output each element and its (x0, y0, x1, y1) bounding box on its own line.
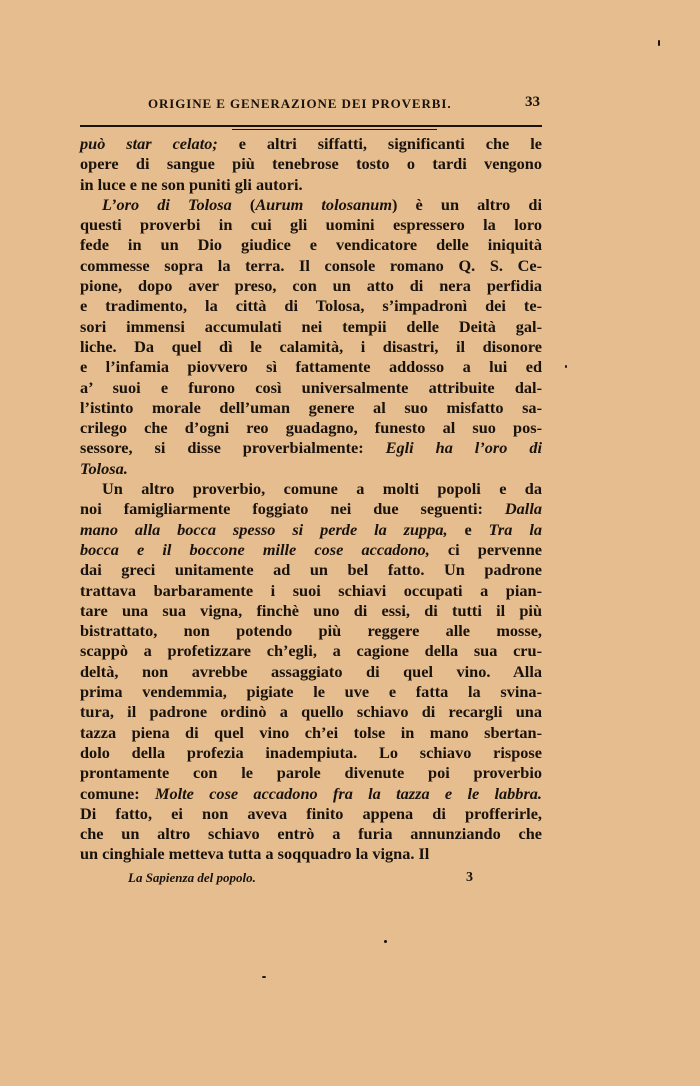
text-span: tazza piena di quel vino ch’ei tolse in mano sbertan- (80, 722, 542, 742)
text-line (80, 296, 542, 316)
paper-speck (262, 976, 266, 978)
text-span: comune: (80, 783, 155, 803)
text-span: trattava barbaramente i suoi schiavi occupati a pian- (80, 580, 542, 600)
text-span: pione, dopo aver preso, con un atto di nera perfidia (80, 276, 542, 296)
text-span: noi famigliarmente foggiato nei due seguenti: (80, 499, 505, 519)
text-span: sessore, si disse proverbialmente: (80, 438, 386, 458)
paragraph (80, 479, 542, 865)
text-span: e altri siffatti, significanti che le (217, 134, 542, 153)
text-span: scappò a profetizzare ch’egli, a cagione della sua cru- (80, 641, 542, 661)
paragraph (80, 195, 542, 479)
text-line (80, 682, 542, 702)
text-span: in luce e ne son puniti gli autori. (80, 174, 303, 194)
text-line (80, 824, 542, 844)
text-line (80, 804, 542, 824)
text-span: e tradimento, la città di Tolosa, s’impadronì dei te- (80, 296, 542, 316)
italic-span: L’oro di Tolosa (102, 194, 232, 214)
text-line (80, 175, 542, 195)
signature-title: La Sapienza del popolo. (128, 870, 256, 885)
text-line (80, 499, 542, 519)
text-span: e l’infamia piovvero sì fattamente addosso a lui ed (80, 357, 542, 377)
text-line (80, 581, 542, 601)
text-span: ci pervenne (429, 539, 542, 559)
running-header (80, 94, 542, 116)
text-span: commesse sopra la terra. Il console romano Q. S. Ce- (80, 255, 542, 275)
text-line (80, 560, 542, 580)
text-span: l’istinto morale dell’uman genere al suo misfatto sa- (80, 397, 542, 417)
text-span: che un altro schiavo entrò a furia annunziando che (80, 824, 542, 844)
text-span: dolo della profezia inadempiuta. Lo schiavo rispose (80, 742, 542, 762)
text-span: tare una sua vigna, finchè uno di essi, di tutti il più (80, 600, 542, 620)
page-footer (80, 870, 542, 890)
text-line (80, 378, 542, 398)
paper-speck (658, 40, 660, 46)
italic-span: mano alla bocca spesso si perde la zuppa, (80, 519, 448, 539)
text-span: fede in un Dio giudice e vendicatore delle iniquità (80, 235, 542, 255)
text-span: Di fatto, ei non aveva finito appena di profferirle, (80, 803, 542, 823)
text-span: prontamente con le parole divenute poi proverbio (80, 763, 542, 783)
text-span: opere di sangue più tenebrose tosto o tardi vengono (80, 154, 542, 174)
text-line (80, 154, 542, 174)
text-line (80, 479, 542, 499)
text-line (80, 540, 542, 560)
text-span: Un altro proverbio, comune a molti popoli e da (102, 479, 542, 499)
text-span: tura, il padrone ordinò a quello schiavo di recargli una (80, 702, 542, 722)
text-line (80, 235, 542, 255)
italic-span: può star celato; (80, 134, 218, 153)
text-span: questi proverbi in cui gli uomini espressero la loro (80, 215, 542, 235)
text-span: crilego che d’ogni reo guadagno, funesto al suo pos- (80, 418, 542, 438)
text-line (80, 317, 542, 337)
text-line (80, 763, 542, 783)
paper-speck (565, 365, 567, 368)
text-span: ) è un altro di (392, 194, 543, 214)
italic-span: Tolosa. (80, 458, 128, 478)
italic-span: Tra la (488, 519, 542, 539)
text-line (80, 134, 542, 154)
text-line (80, 662, 542, 682)
text-line (80, 702, 542, 722)
text-span: sori immensi accumulati nei tempii delle Deità gal- (80, 316, 542, 336)
signature-number: 3 (466, 870, 473, 885)
text-line (80, 520, 542, 540)
text-line (80, 337, 542, 357)
text-span: liche. Da quel dì le calamità, i disastri, il disonore (80, 336, 542, 356)
text-line (80, 844, 542, 864)
text-span: ( (231, 194, 256, 214)
text-line (80, 398, 542, 418)
italic-span: Aurum tolosanum (255, 194, 392, 214)
paragraph (80, 134, 542, 195)
text-line (80, 601, 542, 621)
running-title: ORIGINE E GENERAZIONE DEI PROVERBI. (148, 96, 452, 111)
text-line (80, 641, 542, 661)
text-line (80, 459, 542, 479)
text-line (80, 723, 542, 743)
text-line (80, 357, 542, 377)
text-span: bistrattato, non potendo più reggere alle mosse, (80, 621, 542, 641)
text-line (80, 621, 542, 641)
text-line (80, 195, 542, 215)
italic-span: Molte cose accadono fra la tazza e le labbra. (155, 783, 542, 803)
italic-span: Dalla (504, 499, 542, 519)
header-rule (80, 125, 542, 127)
page-number: 33 (525, 94, 540, 110)
header-rule-thin (232, 129, 437, 130)
text-span: un cinghiale metteva tutta a soqquadro la vigna. Il (80, 844, 430, 864)
italic-span: Egli ha l’oro di (385, 438, 542, 458)
paper-speck (384, 940, 387, 943)
text-span: e (447, 519, 489, 539)
text-line (80, 784, 542, 804)
text-span: prima vendemmia, pigiate le uve e fatta la svina- (80, 682, 542, 702)
text-span: deltà, non avrebbe assaggiato di quel vino. Alla (80, 661, 542, 681)
text-line (80, 256, 542, 276)
text-line (80, 276, 542, 296)
text-span: a’ suoi e furono così universalmente attribuite dal- (80, 377, 542, 397)
italic-span: bocca e il boccone mille cose accadono, (80, 539, 430, 559)
text-line (80, 215, 542, 235)
text-span: dai greci unitamente ad un bel fatto. Un padrone (80, 560, 542, 580)
body-text (80, 134, 542, 865)
text-line (80, 438, 542, 458)
text-line (80, 418, 542, 438)
text-line (80, 743, 542, 763)
